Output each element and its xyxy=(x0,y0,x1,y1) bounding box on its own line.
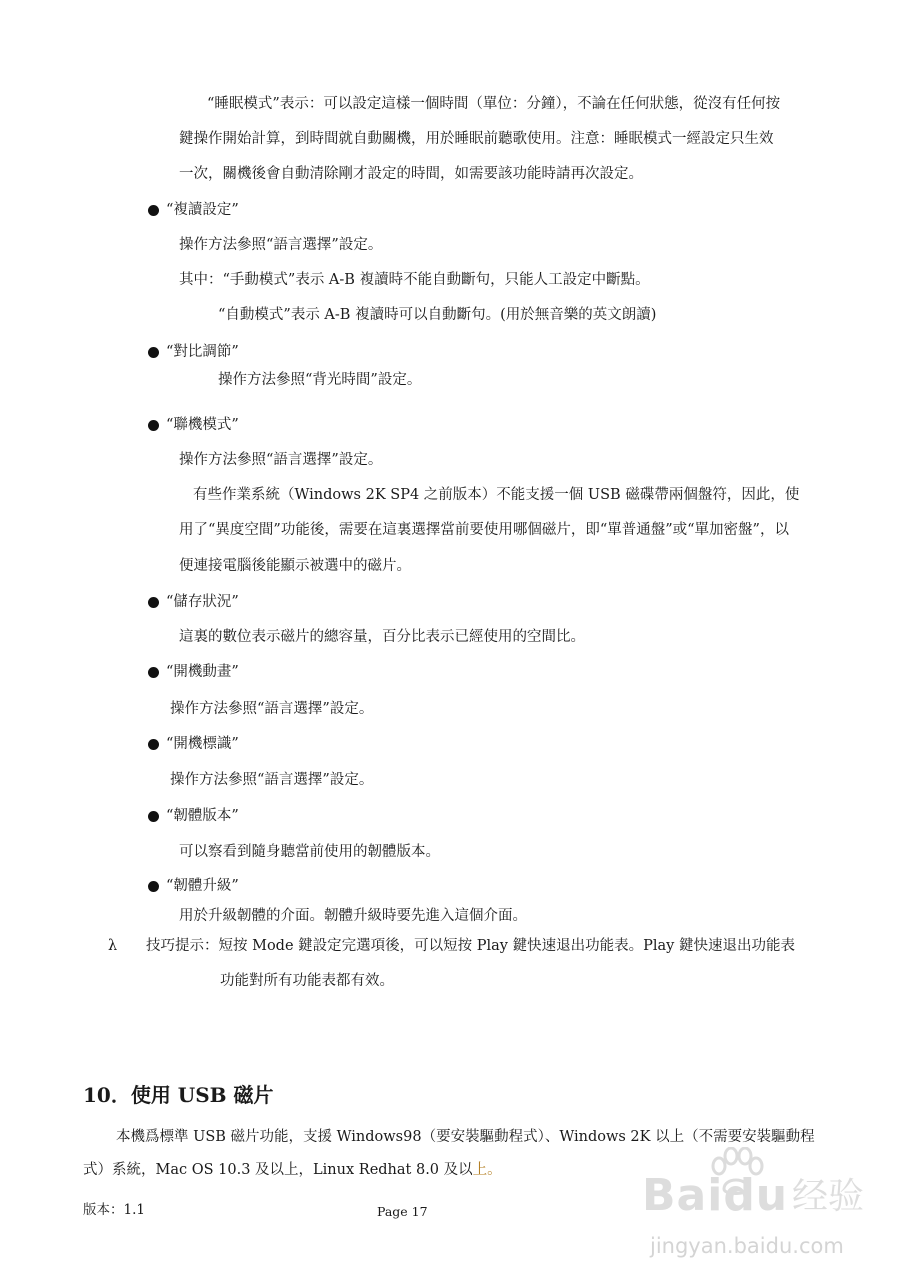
repeat-line-3: “自動模式”表示 A-B 複讀時可以自動斷句。(用於無音樂的英文朗讀) xyxy=(218,307,657,323)
fw-version-line-1: 可以察看到隨身聽當前使用的韌體版本。 xyxy=(179,844,440,860)
repeat-line-1: 操作方法參照“語言選擇”設定。 xyxy=(179,237,383,253)
watermark-brand-end: du xyxy=(723,1170,789,1221)
section-title-boot-logo: “開機標識” xyxy=(166,736,239,752)
section-title-fw-version: “韌體版本” xyxy=(166,808,239,824)
storage-line-1: 這裏的數位表示磁片的總容量，百分比表示已經使用的空間比。 xyxy=(179,629,585,645)
contrast-line-1: 操作方法參照“背光時間”設定。 xyxy=(218,372,422,388)
section-title-boot-anim: “開機動畫” xyxy=(166,664,239,680)
bullet-icon xyxy=(148,811,159,822)
watermark xyxy=(640,1145,900,1275)
intro-line-2: 鍵操作開始計算，到時間就自動關機，用於睡眠前聽歌使用。注意：睡眠模式一經設定只生效 xyxy=(179,131,774,147)
bullet-icon xyxy=(148,739,159,750)
tip-line-1: 技巧提示：短按 Mode 鍵設定完選項後，可以短按 Play 鍵快速退出功能表。Play 鍵快速退出功能表 xyxy=(146,938,795,954)
bullet-icon xyxy=(148,347,159,358)
online-line-4: 便連接電腦後能顯示被選中的磁片。 xyxy=(179,558,411,574)
section-title-repeat: “複讀設定” xyxy=(166,202,239,218)
lambda-icon: λ xyxy=(108,938,118,954)
online-line-3: 用了“異度空間”功能後，需要在這裏選擇當前要使用哪個磁片，即“單普通盤”或“單加密盤”，以 xyxy=(179,522,789,538)
intro-line-1: “睡眠模式”表示：可以設定這樣一個時間（單位：分鐘），不論在任何狀態，從沒有任何按 xyxy=(207,96,781,112)
fw-upgrade-line-1: 用於升級韌體的介面。韌體升級時要先進入這個介面。 xyxy=(179,908,527,924)
usb-line-1: 本機爲標準 USB 磁片功能，支援 Windows98（要安裝驅動程式）、Windows 2K 以上（不需要安裝驅動程 xyxy=(116,1129,815,1145)
bullet-icon xyxy=(148,667,159,678)
bullet-icon xyxy=(148,881,159,892)
boot-anim-line-1: 操作方法參照“語言選擇”設定。 xyxy=(170,701,374,717)
boot-logo-line-1: 操作方法參照“語言選擇”設定。 xyxy=(170,772,374,788)
watermark-cn: 经验 xyxy=(792,1176,865,1217)
section-title-online: “聯機模式” xyxy=(166,417,239,433)
footer-page-number: Page 17 xyxy=(377,1204,428,1219)
section-title-storage: “儲存狀況” xyxy=(166,594,239,610)
watermark-brand: Bai xyxy=(642,1170,724,1221)
tip-line-2: 功能對所有功能表都有效。 xyxy=(220,973,394,989)
bullet-icon xyxy=(148,205,159,216)
online-line-1: 操作方法參照“語言選擇”設定。 xyxy=(179,452,383,468)
online-line-2: 有些作業系統（Windows 2K SP4 之前版本）不能支援一個 USB 磁碟帶兩個盤符，因此，使 xyxy=(193,487,800,503)
bullet-icon xyxy=(148,420,159,431)
bullet-icon xyxy=(148,597,159,608)
section-title-fw-upgrade: “韌體升級” xyxy=(166,878,239,894)
usb-line-2: 式）系統，Mac OS 10.3 及以上，Linux Redhat 8.0 及以上。 xyxy=(83,1162,502,1178)
footer-version: 版本：1.1 xyxy=(83,1202,145,1218)
repeat-line-2: 其中：“手動模式”表示 A-B 複讀時不能自動斷句，只能人工設定中斷點。 xyxy=(179,272,650,288)
watermark-url: jingyan.baidu.com xyxy=(650,1234,844,1258)
intro-line-3: 一次，關機後會自動清除剛才設定的時間，如需要該功能時請再次設定。 xyxy=(179,166,643,182)
section-heading-usb: 10．使用 USB 磁片 xyxy=(83,1083,274,1107)
section-title-contrast: “對比調節” xyxy=(166,344,239,360)
